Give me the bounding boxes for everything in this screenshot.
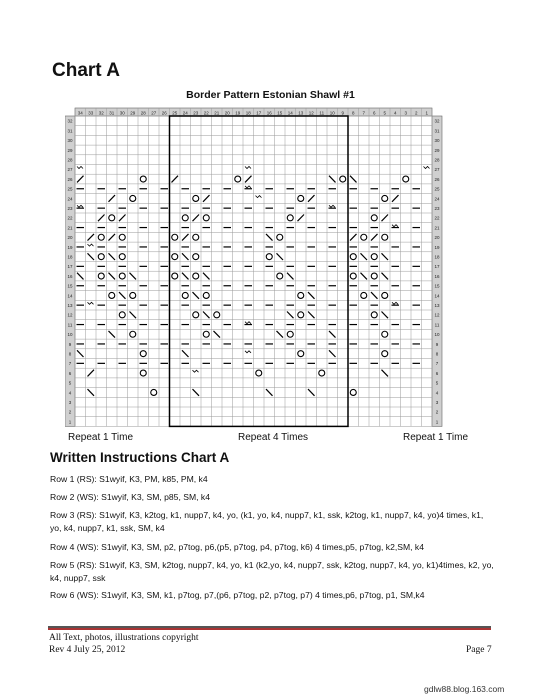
ssk-symbol xyxy=(329,350,336,357)
column-number: 15 xyxy=(277,110,283,116)
yarn-over-symbol xyxy=(182,292,188,298)
ssk-symbol xyxy=(308,292,315,299)
row-number-right: 3 xyxy=(435,399,439,405)
column-number: 12 xyxy=(308,110,314,116)
column-number: 33 xyxy=(88,110,94,116)
ssk-symbol xyxy=(77,273,84,280)
yarn-over-symbol xyxy=(140,370,146,376)
nupp-symbol xyxy=(245,186,251,188)
ssk-symbol xyxy=(329,331,336,338)
k2tog-symbol xyxy=(77,176,84,183)
row-number-left: 22 xyxy=(67,215,73,221)
ssk-symbol xyxy=(382,253,389,260)
nupp-symbol xyxy=(193,370,199,372)
row-number-right: 18 xyxy=(434,254,440,260)
row-number-left: 10 xyxy=(67,332,73,338)
k2tog-symbol xyxy=(392,195,399,202)
written-instructions-heading: Written Instructions Chart A xyxy=(50,450,230,465)
yarn-over-symbol xyxy=(256,370,262,376)
column-number: 31 xyxy=(109,110,115,116)
yarn-over-symbol xyxy=(403,176,409,182)
yarn-over-symbol xyxy=(119,312,125,318)
row-number-left: 23 xyxy=(67,205,73,211)
yarn-over-symbol xyxy=(203,215,209,221)
yarn-over-symbol xyxy=(98,273,104,279)
row-number-left: 13 xyxy=(67,302,73,308)
nupp-symbol xyxy=(245,167,251,169)
column-number: 11 xyxy=(319,110,325,116)
row-number-right: 19 xyxy=(434,244,440,250)
yarn-over-symbol xyxy=(193,312,199,318)
column-number: 6 xyxy=(372,110,376,116)
yarn-over-symbol xyxy=(214,312,220,318)
ssk-symbol xyxy=(130,312,137,319)
row-number-right: 7 xyxy=(435,361,439,367)
row-number-left: 32 xyxy=(67,118,73,124)
row-number-right: 9 xyxy=(435,341,439,347)
instruction-row-4: Row 4 (WS): S1wyif, K3, SM, p2, p7tog, p6,(p5, p7tog, p4, p7tog, k6) 4 times,p5, p7tog, k2,SM, k4 xyxy=(50,542,425,552)
ssk-symbol xyxy=(109,253,116,260)
yarn-over-symbol xyxy=(361,292,367,298)
row-number-right: 10 xyxy=(434,332,440,338)
ssk-symbol xyxy=(361,253,368,260)
row-number-left: 30 xyxy=(67,138,73,144)
k2tog-symbol xyxy=(88,370,95,377)
row-number-right: 22 xyxy=(434,215,440,221)
column-number: 7 xyxy=(362,110,366,116)
yarn-over-symbol xyxy=(98,254,104,260)
column-number: 27 xyxy=(151,110,157,116)
row-number-right: 15 xyxy=(434,283,440,289)
yarn-over-symbol xyxy=(172,273,178,279)
row-number-right: 24 xyxy=(434,196,440,202)
ssk-symbol xyxy=(266,234,273,241)
yarn-over-symbol xyxy=(130,292,136,298)
watermark: gdlw88.blog.163.com xyxy=(424,684,505,694)
column-number: 20 xyxy=(224,110,230,116)
repeat-center-label: Repeat 4 Times xyxy=(238,432,309,443)
yarn-over-symbol xyxy=(287,331,293,337)
row-number-left: 3 xyxy=(68,399,72,405)
ssk-symbol xyxy=(203,273,210,280)
ssk-symbol xyxy=(266,389,273,396)
ssk-symbol xyxy=(329,176,336,183)
column-number: 10 xyxy=(329,110,335,116)
column-number: 2 xyxy=(414,110,418,116)
footer-revision: Rev 4 July 25, 2012 xyxy=(49,645,126,655)
yarn-over-symbol xyxy=(119,273,125,279)
column-number: 23 xyxy=(193,110,199,116)
row-number-left: 27 xyxy=(67,167,73,173)
ssk-symbol xyxy=(382,273,389,280)
ssk-symbol xyxy=(182,273,189,280)
row-number-left: 24 xyxy=(67,196,73,202)
k2tog-symbol xyxy=(245,176,252,183)
k2tog-symbol xyxy=(109,195,116,202)
row-number-left: 20 xyxy=(67,235,73,241)
k2tog-symbol xyxy=(98,215,105,222)
yarn-over-symbol xyxy=(382,331,388,337)
ssk-symbol xyxy=(203,312,210,319)
k2tog-symbol xyxy=(382,215,389,222)
yarn-over-symbol xyxy=(98,234,104,240)
instruction-row-6: Row 6 (WS): S1wyif, K3, SM, k1, p7tog, p7,(p6, p7tog, p2, p7tog, p7) 4 times,p6, p7tog, p1, SM,k4 xyxy=(50,590,425,600)
instruction-row-2: Row 2 (WS): S1wyif, K3, SM, p85, SM, k4 xyxy=(50,492,210,502)
k2tog-symbol xyxy=(203,195,210,202)
k2tog-symbol xyxy=(109,234,116,241)
k2tog-symbol xyxy=(193,215,200,222)
footer-copyright: All Text, photos, illustrations copyright xyxy=(49,633,199,643)
nupp-symbol xyxy=(245,322,251,324)
yarn-over-symbol xyxy=(340,176,346,182)
yarn-over-symbol xyxy=(371,273,377,279)
instruction-row-5: Row 5 (RS): S1wyif, K3, SM, k2tog, nupp7, k4, yo, k1 (k2,yo, k4, nupp7, ssk, k2tog, nupp7, k4, yo, k1)4times, k2, yo, k4, nupp7, ssk xyxy=(50,560,494,583)
ssk-symbol xyxy=(350,176,357,183)
row-number-left: 31 xyxy=(67,128,73,134)
row-number-left: 12 xyxy=(67,312,73,318)
ssk-symbol xyxy=(88,253,95,260)
yarn-over-symbol xyxy=(287,215,293,221)
row-number-right: 31 xyxy=(434,128,440,134)
yarn-over-symbol xyxy=(151,389,157,395)
yarn-over-symbol xyxy=(350,389,356,395)
yarn-over-symbol xyxy=(298,351,304,357)
row-number-left: 25 xyxy=(67,186,73,192)
nupp-symbol xyxy=(245,351,251,353)
yarn-over-symbol xyxy=(371,312,377,318)
yarn-over-symbol xyxy=(277,234,283,240)
yarn-over-symbol xyxy=(172,234,178,240)
ssk-symbol xyxy=(109,331,116,338)
column-number: 19 xyxy=(235,110,241,116)
repeat-right-label: Repeat 1 Time xyxy=(403,432,469,443)
row-number-left: 4 xyxy=(68,390,72,396)
row-number-right: 14 xyxy=(434,293,440,299)
instruction-row-1: Row 1 (RS): S1wyif, K3, PM, k85, PM, k4 xyxy=(50,474,208,484)
row-number-right: 30 xyxy=(434,138,440,144)
row-number-right: 27 xyxy=(434,167,440,173)
k2tog-symbol xyxy=(172,176,179,183)
yarn-over-symbol xyxy=(277,273,283,279)
yarn-over-symbol xyxy=(140,351,146,357)
nupp-symbol xyxy=(77,167,83,169)
yarn-over-symbol xyxy=(193,273,199,279)
row-number-left: 5 xyxy=(68,380,72,386)
yarn-over-symbol xyxy=(130,331,136,337)
yarn-over-symbol xyxy=(109,215,115,221)
footer-divider-accent xyxy=(48,628,491,630)
ssk-symbol xyxy=(371,292,378,299)
column-number: 18 xyxy=(245,110,251,116)
ssk-symbol xyxy=(77,350,84,357)
yarn-over-symbol xyxy=(182,215,188,221)
yarn-over-symbol xyxy=(172,254,178,260)
k2tog-symbol xyxy=(371,234,378,241)
yarn-over-symbol xyxy=(109,292,115,298)
column-number: 17 xyxy=(256,110,262,116)
row-number-right: 8 xyxy=(435,351,439,357)
repeat-left-label: Repeat 1 Time xyxy=(68,432,134,443)
row-number-right: 1 xyxy=(435,419,439,425)
ssk-symbol xyxy=(109,273,116,280)
yarn-over-symbol xyxy=(203,331,209,337)
column-number: 28 xyxy=(140,110,146,116)
yarn-over-symbol xyxy=(193,195,199,201)
column-number: 25 xyxy=(172,110,178,116)
yarn-over-symbol xyxy=(119,254,125,260)
yarn-over-symbol xyxy=(130,195,136,201)
row-number-left: 18 xyxy=(67,254,73,260)
yarn-over-symbol xyxy=(298,195,304,201)
yarn-over-symbol xyxy=(350,254,356,260)
ssk-symbol xyxy=(361,273,368,280)
k2tog-symbol xyxy=(298,215,305,222)
yarn-over-symbol xyxy=(235,176,241,182)
row-number-right: 2 xyxy=(435,409,439,415)
row-number-right: 13 xyxy=(434,302,440,308)
row-number-right: 28 xyxy=(434,157,440,163)
ssk-symbol xyxy=(277,253,284,260)
footer-page-number: Page 7 xyxy=(466,645,492,655)
row-number-left: 26 xyxy=(67,176,73,182)
row-number-left: 8 xyxy=(68,351,72,357)
column-number: 14 xyxy=(287,110,293,116)
nupp-symbol xyxy=(392,302,398,304)
yarn-over-symbol xyxy=(371,254,377,260)
yarn-over-symbol xyxy=(361,234,367,240)
instruction-row-3: Row 3 (RS): S1wyif, K3, k2tog, k1, nupp7, k4, yo, (k1, yo, k4, nupp7, k1, ssk, k2tog, k1, nupp7, k4, yo)4 times, k1, yo, k4, nupp7, k1, ssk, SM, k4 xyxy=(50,510,484,533)
column-number: 32 xyxy=(98,110,104,116)
row-number-right: 16 xyxy=(434,273,440,279)
row-number-right: 21 xyxy=(434,225,440,231)
row-number-right: 5 xyxy=(435,380,439,386)
row-number-right: 29 xyxy=(434,147,440,153)
column-number: 21 xyxy=(214,110,220,116)
ssk-symbol xyxy=(287,312,294,319)
row-number-left: 15 xyxy=(67,283,73,289)
column-number: 3 xyxy=(404,110,408,116)
chart-grid xyxy=(65,108,442,426)
yarn-over-symbol xyxy=(319,370,325,376)
nupp-symbol xyxy=(329,205,335,207)
ssk-symbol xyxy=(119,292,126,299)
k2tog-symbol xyxy=(308,195,315,202)
yarn-over-symbol xyxy=(119,234,125,240)
ssk-symbol xyxy=(193,292,200,299)
nupp-symbol xyxy=(88,244,94,246)
ssk-symbol xyxy=(214,331,221,338)
row-number-right: 23 xyxy=(434,205,440,211)
ssk-symbol xyxy=(287,273,294,280)
column-number: 29 xyxy=(130,110,136,116)
k2tog-symbol xyxy=(88,234,95,241)
row-number-left: 6 xyxy=(68,370,72,376)
row-number-left: 7 xyxy=(68,361,72,367)
column-number: 22 xyxy=(203,110,209,116)
yarn-over-symbol xyxy=(266,254,272,260)
row-number-left: 17 xyxy=(67,264,73,270)
row-number-right: 25 xyxy=(434,186,440,192)
column-number: 26 xyxy=(161,110,167,116)
nupp-symbol xyxy=(392,225,398,227)
yarn-over-symbol xyxy=(382,351,388,357)
column-number: 34 xyxy=(77,110,83,116)
column-number: 16 xyxy=(266,110,272,116)
yarn-over-symbol xyxy=(298,312,304,318)
column-number: 5 xyxy=(383,110,387,116)
ssk-symbol xyxy=(308,312,315,319)
nupp-symbol xyxy=(77,205,83,207)
yarn-over-symbol xyxy=(382,234,388,240)
row-number-left: 11 xyxy=(67,322,73,328)
row-number-right: 12 xyxy=(434,312,440,318)
row-number-right: 11 xyxy=(434,322,440,328)
yarn-over-symbol xyxy=(140,176,146,182)
yarn-over-symbol xyxy=(371,215,377,221)
yarn-over-symbol xyxy=(382,292,388,298)
row-number-right: 26 xyxy=(434,176,440,182)
row-number-left: 28 xyxy=(67,157,73,163)
column-number: 8 xyxy=(351,110,355,116)
column-number: 9 xyxy=(341,110,345,116)
yarn-over-symbol xyxy=(382,195,388,201)
row-number-left: 19 xyxy=(67,244,73,250)
row-number-left: 14 xyxy=(67,293,73,299)
row-number-left: 21 xyxy=(67,225,73,231)
knitting-chart xyxy=(65,102,455,432)
chart-subtitle: Border Pattern Estonian Shawl #1 xyxy=(186,89,355,101)
yarn-over-symbol xyxy=(203,292,209,298)
row-number-left: 16 xyxy=(67,273,73,279)
chart-title: Chart A xyxy=(52,60,120,81)
yarn-over-symbol xyxy=(193,234,199,240)
k2tog-symbol xyxy=(350,234,357,241)
row-number-right: 20 xyxy=(434,235,440,241)
row-number-right: 4 xyxy=(435,390,439,396)
k2tog-symbol xyxy=(119,215,126,222)
row-number-right: 6 xyxy=(435,370,439,376)
k2tog-symbol xyxy=(182,234,189,241)
ssk-symbol xyxy=(182,350,189,357)
row-number-right: 17 xyxy=(434,264,440,270)
ssk-symbol xyxy=(130,273,137,280)
row-number-left: 1 xyxy=(68,419,72,425)
nupp-symbol xyxy=(424,167,430,169)
ssk-symbol xyxy=(382,370,389,377)
column-number: 13 xyxy=(298,110,304,116)
nupp-symbol xyxy=(256,196,262,198)
ssk-symbol xyxy=(277,331,284,338)
yarn-over-symbol xyxy=(193,254,199,260)
row-number-right: 32 xyxy=(434,118,440,124)
column-number: 30 xyxy=(119,110,125,116)
ssk-symbol xyxy=(88,389,95,396)
ssk-symbol xyxy=(193,389,200,396)
yarn-over-symbol xyxy=(298,292,304,298)
ssk-symbol xyxy=(382,312,389,319)
row-number-left: 2 xyxy=(68,409,72,415)
column-number: 4 xyxy=(393,110,397,116)
ssk-symbol xyxy=(308,389,315,396)
row-number-left: 29 xyxy=(67,147,73,153)
column-number: 1 xyxy=(425,110,429,116)
ssk-symbol xyxy=(182,253,189,260)
yarn-over-symbol xyxy=(350,273,356,279)
nupp-symbol xyxy=(88,302,94,304)
column-number: 24 xyxy=(182,110,188,116)
row-number-left: 9 xyxy=(68,341,72,347)
